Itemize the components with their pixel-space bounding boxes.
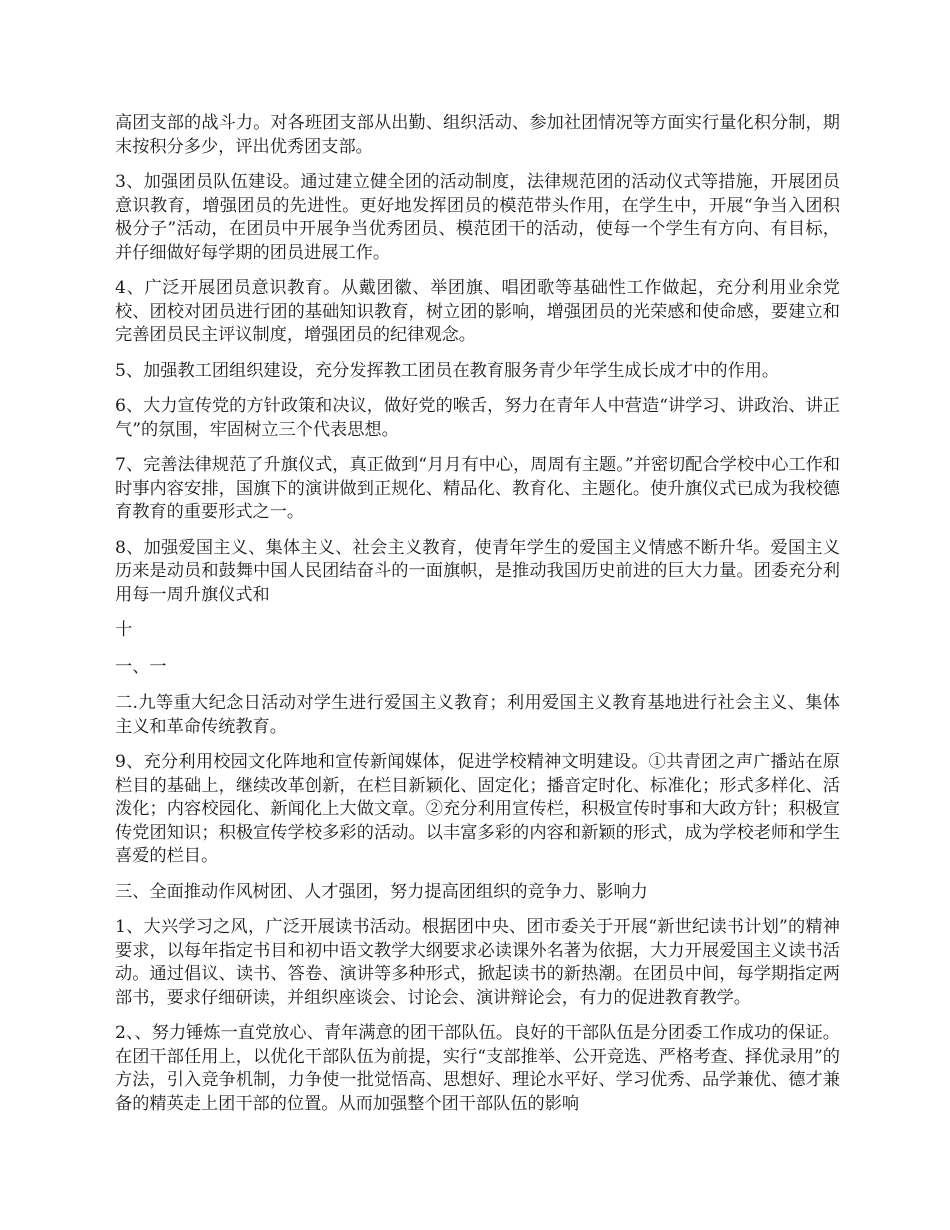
document-body: [115, 112, 840, 1128]
paragraph-item-8-patriotism: 8、加强爱国主义、集体主义、社会主义教育，使青年学生的爱国主义情感不断升华。爱国主义历来是动员和鼓舞中国人民团结奋斗的一面旗帜，是推动我国历史前进的巨大力量。团委充分利用每一周升旗仪式和: [115, 537, 840, 605]
paragraph-section3-item-1-reading: 1、大兴学习之风，广泛开展读书活动。根据团中央、团市委关于开展“新世纪读书计划”的精神要求，以每年指定书目和初中语文教学大纲要求必读课外名著为依据，大力开展爱国主义读书活动。通过倡议、读书、答卷、演讲等多种形式，掀起读书的新热潮。在团员中间，每学期指定两部书，要求仔细研读，并组织座谈会、讨论会、演讲辩论会，有力的促进教育教学。: [115, 917, 840, 1008]
paragraph-item-7-flag-ceremony: 7、完善法律规范了升旗仪式，真正做到“月月有中心，周周有主题。”并密切配合学校中心工作和时事内容安排，国旗下的演讲做到正规化、精品化、教育化、主题化。使升旗仪式已成为我校德育教育的重要形式之一。: [115, 455, 840, 522]
paragraph-continued-branch-evaluation: 高团支部的战斗力。对各班团支部从出勤、组织活动、参加社团情况等方面实行量化积分制，期末按积分多少，评出优秀团支部。: [115, 113, 840, 157]
paragraph-fragment-ten: 十: [115, 620, 133, 640]
paragraph-memorial-days: 二.九等重大纪念日活动对学生进行爱国主义教育；利用爱国主义教育基地进行社会主义、集体主义和革命传统教育。: [115, 693, 840, 737]
paragraph-item-9-campus-culture: 9、充分利用校园文化阵地和宣传新闻媒体，促进学校精神文明建设。①共青团之声广播站在原栏目的基础上，继续改革创新，在栏目新颖化、固定化；播音定时化、标准化；形式多样化、活泼化；内容校园化、新闻化上大做文章。②充分利用宣传栏，积极宣传时事和大政方针；积极宣传党团知识；积极宣传学校多彩的活动。以丰富多彩的内容和新颖的形式，成为学校老师和学生喜爱的栏目。: [115, 752, 840, 866]
section-heading-three: 三、全面推动作风树团、人才强团，努力提高团组织的竞争力、影响力: [115, 881, 648, 902]
paragraph-item-5-staff-league: 5、加强教工团组织建设，充分发挥教工团员在教育服务青少年学生成长成才中的作用。: [115, 360, 780, 381]
paragraph-section3-item-2-cadres: 2、、努力锤炼一直党放心、青年满意的团干部队伍。良好的干部队伍是分团委工作成功的保证。在团干部任用上，以优化干部队伍为前提，实行“支部推举、公开竞选、严格考查、择优录用”的方法，引入竞争机制，力争使一批觉悟高、思想好、理论水平好、学习优秀、品学兼优、德才兼备的精英走上团干部的位置。从而加强整个团干部队伍的影响: [115, 1023, 840, 1114]
paragraph-item-3-member-team-building: 3、加强团员队伍建设。通过建立健全团的活动制度，法律规范团的活动仪式等措施，开展团员意识教育，增强团员的先进性。更好地发挥团员的模范带头作用，在学生中，开展“争当入团积极分子”活动，在团员中开展争当优秀团员、模范团干的活动，使每一个学生有方向、有目标，并仔细做好每学期的团员进展工作。: [115, 172, 840, 263]
paragraph-fragment-one: 一、一: [115, 656, 167, 677]
paragraph-item-6-propaganda: 6、大力宣传党的方针政策和决议，做好党的喉舌，努力在青年人中营造“讲学习、讲政治、讲正气”的氛围，牢固树立三个代表思想。: [115, 396, 840, 440]
paragraph-item-4-member-awareness: 4、广泛开展团员意识教育。从戴团徽、举团旗、唱团歌等基础性工作做起，充分利用业余党校、团校对团员进行团的基础知识教育，树立团的影响，增强团员的光荣感和使命感，要建立和完善团员民主评议制度，增强团员的纪律观念。: [115, 278, 840, 345]
